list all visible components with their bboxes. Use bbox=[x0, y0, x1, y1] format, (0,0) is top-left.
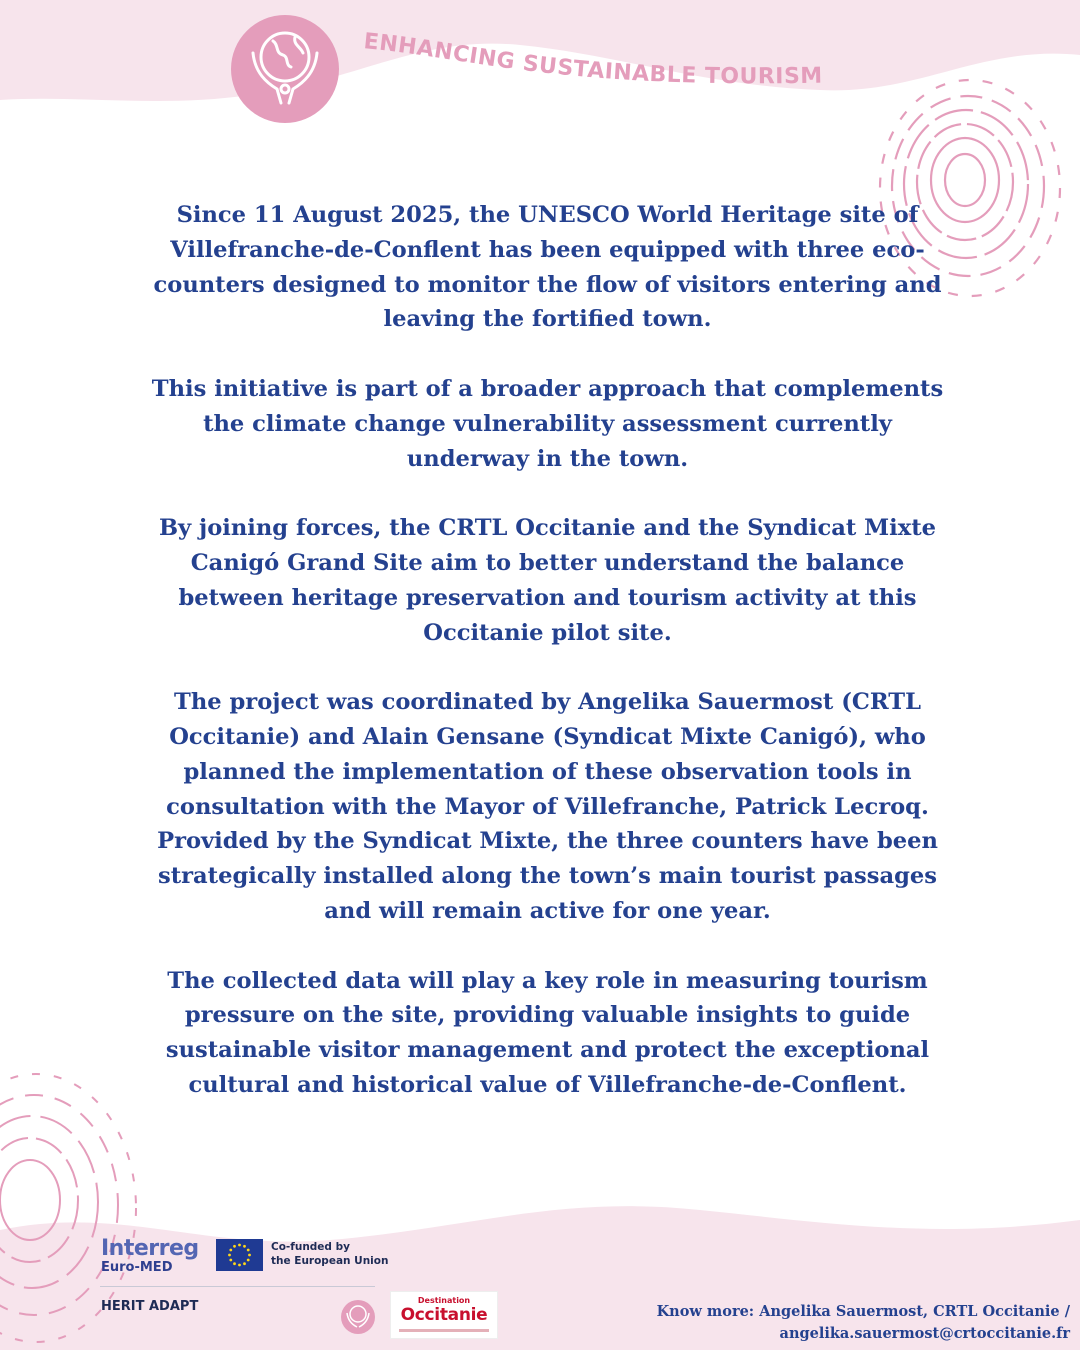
occitanie-destination: Destination bbox=[417, 1296, 471, 1305]
globe-hands-icon bbox=[341, 1300, 375, 1334]
interreg-name: Interreg bbox=[101, 1236, 199, 1261]
paragraph: By joining forces, the CRTL Occitanie and the Syndicat Mixte Canigó Grand Site aim to better understand the balance between heritage preservation and tourism activity at this Occitanie pilot site. bbox=[158, 515, 937, 646]
interreg-program: Euro-MED bbox=[101, 1260, 173, 1275]
interreg-logo bbox=[101, 1238, 199, 1275]
svg-text:ENHANCING SUSTAINABLE TOURISM bbox=[363, 29, 823, 89]
project-logo bbox=[231, 15, 339, 123]
header-title-svg bbox=[355, 18, 855, 108]
paragraph: The project was coordinated by Angelika Sauermost (CRTL Occitanie) and Alain Gensane (Syndicat Mixte Canigó), who planned the implementation of these observation tools in consultation with the Mayor of Villefranche, Patrick Lecroq. Provided by the Syndicat Mixte, the three counters have been strategically installed along the town’s main tourist passages and will remain active for one year. bbox=[157, 689, 938, 924]
paragraph: Since 11 August 2025, the UNESCO World Heritage site of Villefranche-de-Conflent has been equipped with three eco-counters designed to monitor the flow of visitors entering and leaving the fortified town. bbox=[153, 202, 942, 333]
paragraph: The collected data will play a key role in measuring tourism pressure on the site, providing valuable insights to guide sustainable visitor management and protect the exceptional cultural and historical value of Villefranche-de-Conflent. bbox=[165, 967, 930, 1098]
project-logo-small bbox=[341, 1300, 375, 1334]
eu-flag-icon bbox=[216, 1239, 263, 1271]
globe-hands-icon bbox=[245, 23, 325, 115]
footer-divider bbox=[100, 1286, 375, 1287]
contact-info bbox=[657, 1301, 1070, 1345]
page-title: ENHANCING SUSTAINABLE TOURISM bbox=[362, 29, 823, 90]
cofunded-label: Co-funded by the European Union bbox=[271, 1241, 389, 1267]
paragraph: This initiative is part of a broader approach that complements the climate change vulnerability assessment currently underway in the town. bbox=[151, 375, 944, 472]
project-name: HERIT ADAPT bbox=[101, 1299, 199, 1314]
article-body bbox=[140, 198, 955, 1103]
occitanie-underline bbox=[399, 1329, 489, 1332]
contact-email[interactable]: angelika.sauermost@crtoccitanie.fr bbox=[779, 1325, 1070, 1342]
contact-line: Know more: Angelika Sauermost, CRTL Occitanie / bbox=[656, 1303, 1070, 1320]
occitanie-name: Occitanie bbox=[400, 1305, 488, 1325]
occitanie-logo bbox=[390, 1291, 498, 1339]
